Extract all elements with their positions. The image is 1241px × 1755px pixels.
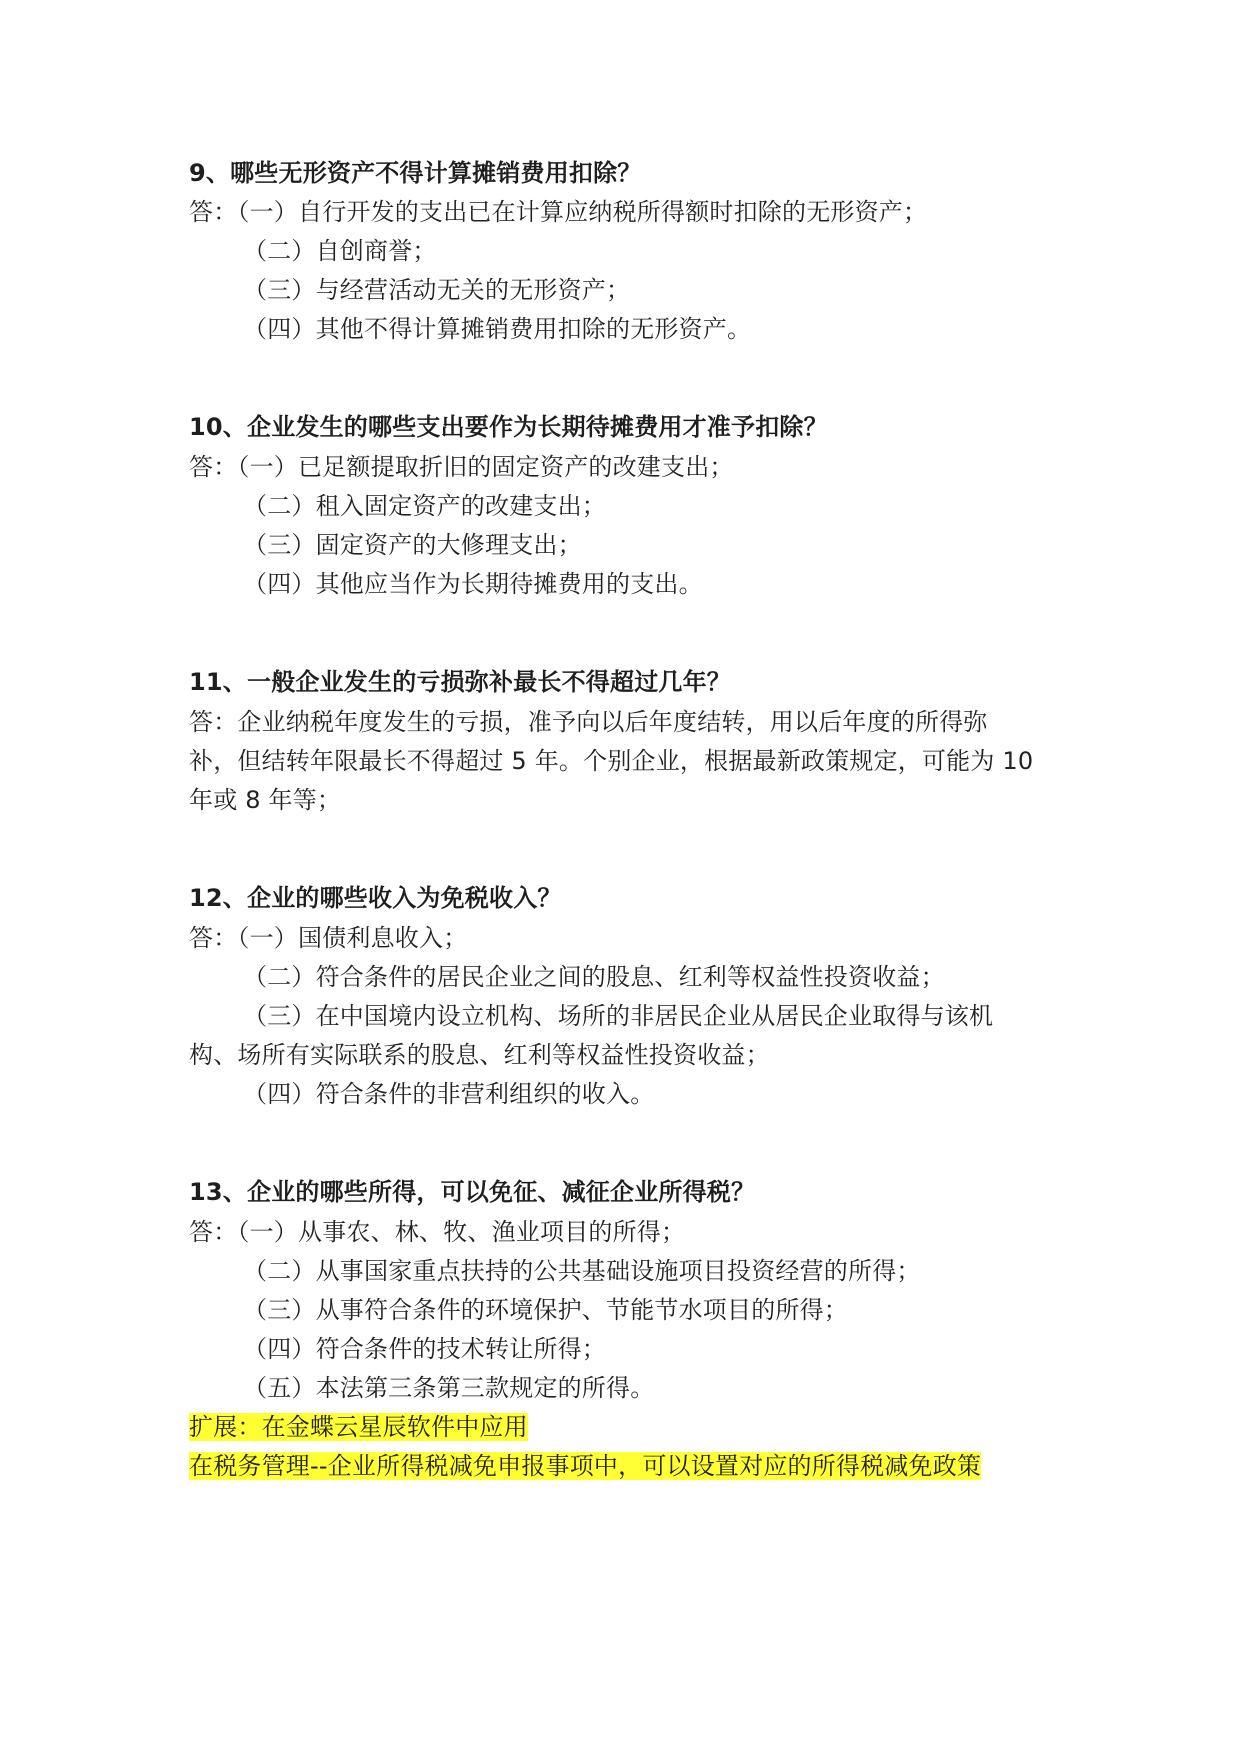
highlight-line-2: 在税务管理--企业所得税减免申报事项中，可以设置对应的所得税减免政策 <box>189 1452 982 1480</box>
answer-line: 构、场所有实际联系的股息、红利等权益性投资收益； <box>189 1041 770 1069</box>
answer-line: 年或 8 年等； <box>189 786 342 814</box>
question-heading: 12、企业的哪些收入为免税收入？ <box>189 884 562 912</box>
answer-line: （四）符合条件的技术转让所得； <box>243 1335 606 1363</box>
answer-line: （二）租入固定资产的改建支出； <box>243 492 606 520</box>
question-heading: 13、企业的哪些所得，可以免征、减征企业所得税？ <box>189 1178 756 1206</box>
answer-line: （二）从事国家重点扶持的公共基础设施项目投资经营的所得； <box>243 1257 921 1285</box>
question-heading: 11、一般企业发生的亏损弥补最长不得超过几年？ <box>189 668 731 696</box>
answer-line: （三）在中国境内设立机构、场所的非居民企业从居民企业取得与该机 <box>243 1002 994 1030</box>
answer-line: 答：（一）从事农、林、牧、渔业项目的所得； <box>189 1218 686 1246</box>
answer-line: （三）从事符合条件的环境保护、节能节水项目的所得； <box>243 1296 848 1324</box>
answer-line: （四）其他应当作为长期待摊费用的支出。 <box>243 570 703 598</box>
answer-line: （二）符合条件的居民企业之间的股息、红利等权益性投资收益； <box>243 963 945 991</box>
answer-line: （三）固定资产的大修理支出； <box>243 531 582 559</box>
answer-line: 答：（一）自行开发的支出已在计算应纳税所得额时扣除的无形资产； <box>189 198 928 226</box>
answer-line: （四）其他不得计算摊销费用扣除的无形资产。 <box>243 315 752 343</box>
answer-line: （二）自创商誉； <box>243 237 437 265</box>
answer-line: 答：（一）国债利息收入； <box>189 924 468 952</box>
answer-line: （五）本法第三条第三款规定的所得。 <box>243 1374 655 1402</box>
answer-line: 答：企业纳税年度发生的亏损，准予向以后年度结转，用以后年度的所得弥 <box>189 708 988 736</box>
question-heading: 10、企业发生的哪些支出要作为长期待摊费用才准予扣除？ <box>189 413 828 441</box>
highlight-note <box>189 1450 981 1482</box>
answer-line: 答：（一）已足额提取折旧的固定资产的改建支出； <box>189 453 734 481</box>
answer-line: 补，但结转年限最长不得超过 5 年。个别企业，根据最新政策规定，可能为 10 <box>189 747 1034 775</box>
highlight-note <box>189 1411 528 1443</box>
answer-line: （三）与经营活动无关的无形资产； <box>243 276 631 304</box>
answer-line: （四）符合条件的非营利组织的收入。 <box>243 1080 655 1108</box>
highlight-line-1: 扩展：在金蝶云星辰软件中应用 <box>189 1413 528 1441</box>
question-heading: 9、哪些无形资产不得计算摊销费用扣除？ <box>189 159 642 187</box>
